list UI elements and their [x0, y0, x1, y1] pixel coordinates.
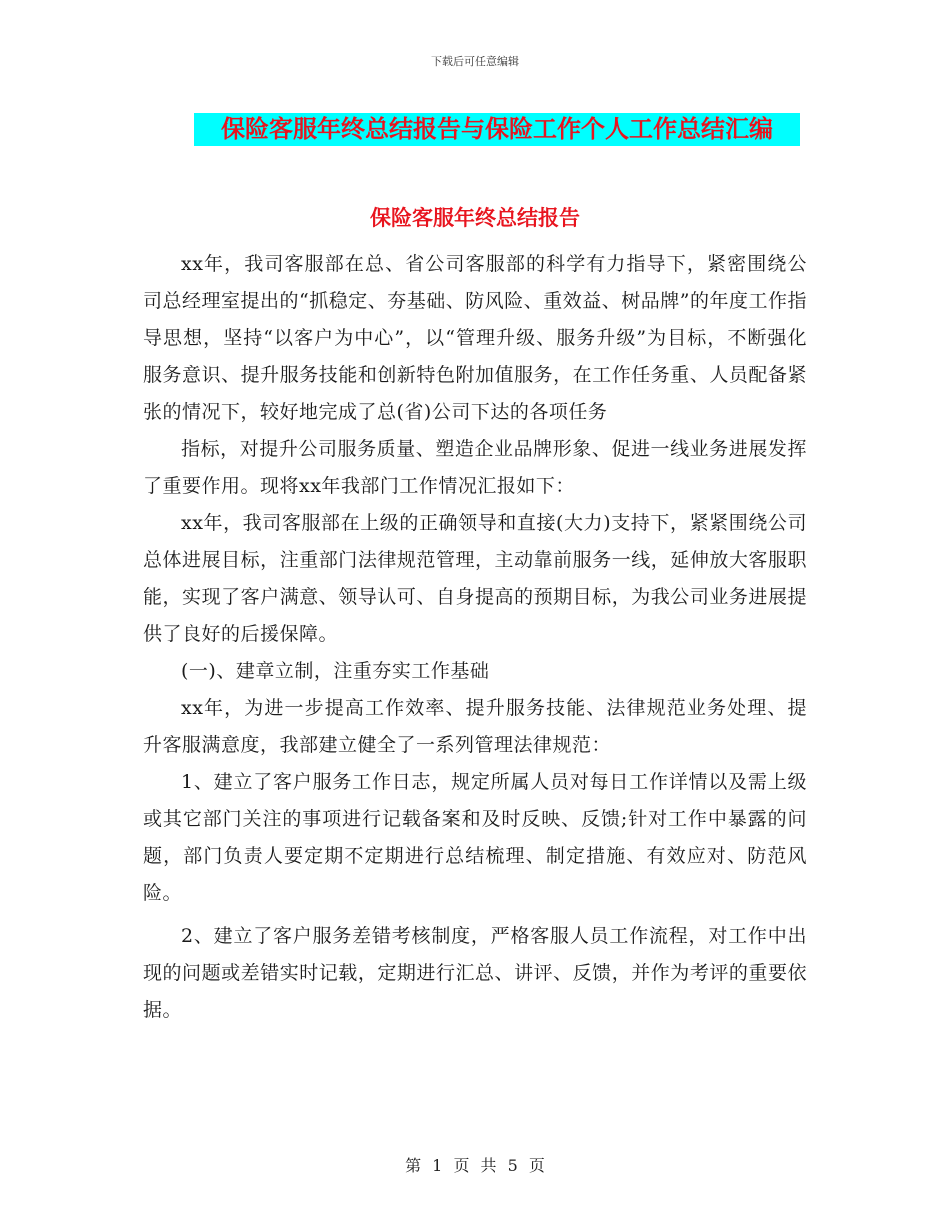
paragraph-1: xx年，我司客服部在总、省公司客服部的科学有力指导下，紧密围绕公司总经理室提出的“抓稳定、夯基础、防风险、重效益、树品牌”的年度工作指导思想，坚持“以客户为中心”，以“管理升级、服务升级”为目标，不断强化服务意识、提升服务技能和创新特色附加值服务，在工作任务重、人员配备紧张的情况下，较好地完成了总(省)公司下达的各项任务	[143, 253, 807, 423]
paragraph-4: (一)、建章立制，注重夯实工作基础	[181, 660, 490, 682]
page-footer: 第 1 页 共 5 页	[405, 1156, 545, 1175]
main-title: 保险客服年终总结报告与保险工作个人工作总结汇编	[221, 115, 773, 143]
section-title: 保险客服年终总结报告	[370, 206, 580, 230]
paragraph-3: xx年，我司客服部在上级的正确领导和直接(大力)支持下，紧紧围绕公司总体进展目标，注重部门法律规范管理，主动靠前服务一线，延伸放大客服职能，实现了客户满意、领导认可、自身提高的预期目标，为我公司业务进展提供了良好的后援保障。	[143, 512, 807, 645]
paragraph-6: 1、建立了客户服务工作日志，规定所属人员对每日工作详情以及需上级或其它部门关注的事项进行记载备案和及时反映、反馈;针对工作中暴露的问题，部门负责人要定期不定期进行总结梳理、制定措施、有效应对、防范风险。	[143, 771, 807, 904]
paragraph-5: xx年，为进一步提高工作效率、提升服务技能、法律规范业务处理、提升客服满意度，我部建立健全了一系列管理法律规范：	[143, 697, 807, 756]
document-body	[143, 246, 807, 1029]
header-note: 下载后可任意编辑	[431, 55, 519, 68]
paragraph-2: 指标，对提升公司服务质量、塑造企业品牌形象、促进一线业务进展发挥了重要作用。现将xx年我部门工作情况汇报如下：	[143, 438, 807, 497]
paragraph-7: 2、建立了客户服务差错考核制度，严格客服人员工作流程，对工作中出现的问题或差错实时记载，定期进行汇总、讲评、反馈，并作为考评的重要依据。	[143, 925, 807, 1021]
